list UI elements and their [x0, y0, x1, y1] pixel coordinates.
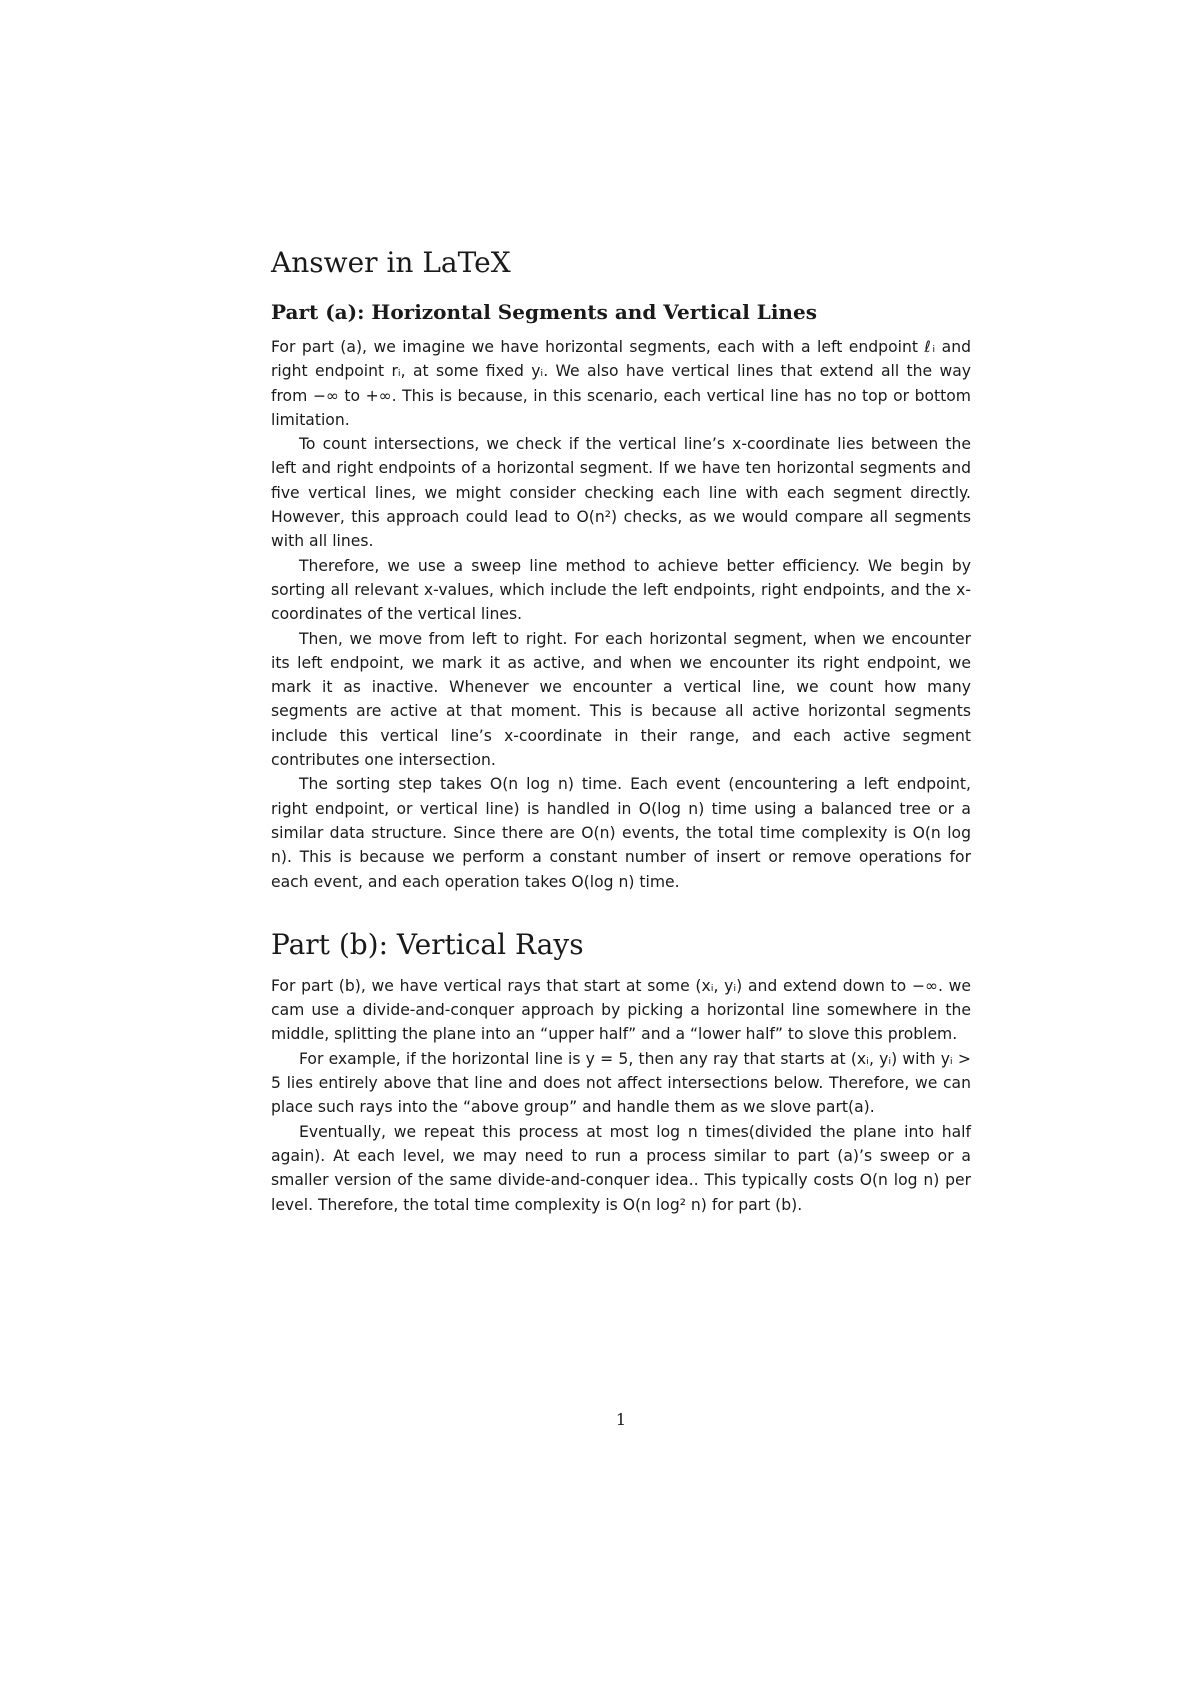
- part-b-paragraph: Eventually, we repeat this process at most log n times(divided the plane into half again). At each level, we may need to run a process similar to part (a)’s sweep or a smaller version of the same divide-and-conquer idea.. This typically costs O(n log n) per level. Therefore, the total time complexity is O(n log² n) for part (b).: [271, 1122, 971, 1214]
- part-a-paragraph: For part (a), we imagine we have horizontal segments, each with a left endpoint ℓᵢ and right endpoint rᵢ, at some fixed yᵢ. We also have vertical lines that extend all the way from −∞ to +∞. This is because, in this scenario, each vertical line has no top or bottom limitation.: [271, 338, 971, 429]
- part-a-paragraph: The sorting step takes O(n log n) time. Each event (encountering a left endpoint, right endpoint, or vertical line) is handled in O(log n) time using a balanced tree or a similar data structure. Since there are O(n) events, the total time complexity is O(n log n). This is because we perform a constant number of insert or remove operations for each event, and each operation takes O(log n) time.: [271, 775, 971, 891]
- document-title: Answer in LaTeX: [271, 246, 511, 279]
- part-b-heading: Part (b): Vertical Rays: [271, 927, 584, 961]
- part-b-paragraph: For part (b), we have vertical rays that start at some (xᵢ, yᵢ) and extend down to −∞. we cam use a divide-and-conquer approach by picking a horizontal line somewhere in the middle, splitting the plane into an “upper half” and a “lower half” to slove this problem.: [271, 976, 971, 1044]
- part-a-paragraph: To count intersections, we check if the vertical line’s x-coordinate lies between the left and right endpoints of a horizontal segment. If we have ten horizontal segments and five vertical lines, we might consider checking each line with each segment directly. However, this approach could lead to O(n²) checks, as we would compare all segments with all lines.: [271, 435, 971, 551]
- part-a-paragraph: Then, we move from left to right. For each horizontal segment, when we encounter its left endpoint, we mark it as active, and when we encounter its right endpoint, we mark it as inactive. Whenever we encounter a vertical line, we count how many segments are active at that moment. This is because all active horizontal segments include this vertical line’s x-coordinate in their range, and each active segment contributes one intersection.: [271, 629, 971, 770]
- page-number: 1: [615, 1410, 627, 1429]
- part-a-paragraph: Therefore, we use a sweep line method to achieve better efficiency. We begin by sorting all relevant x-values, which include the left endpoints, right endpoints, and the x-coordinates of the vertical lines.: [271, 556, 971, 624]
- page-content: [271, 246, 971, 1217]
- part-a-heading: Part (a): Horizontal Segments and Vertical Lines: [271, 300, 817, 324]
- part-b-paragraph: For example, if the horizontal line is y = 5, then any ray that starts at (xᵢ, yᵢ) with yᵢ > 5 lies entirely above that line and does not affect intersections below. Therefore, we can place such rays into the “above group” and handle them as we slove part(a).: [271, 1049, 971, 1117]
